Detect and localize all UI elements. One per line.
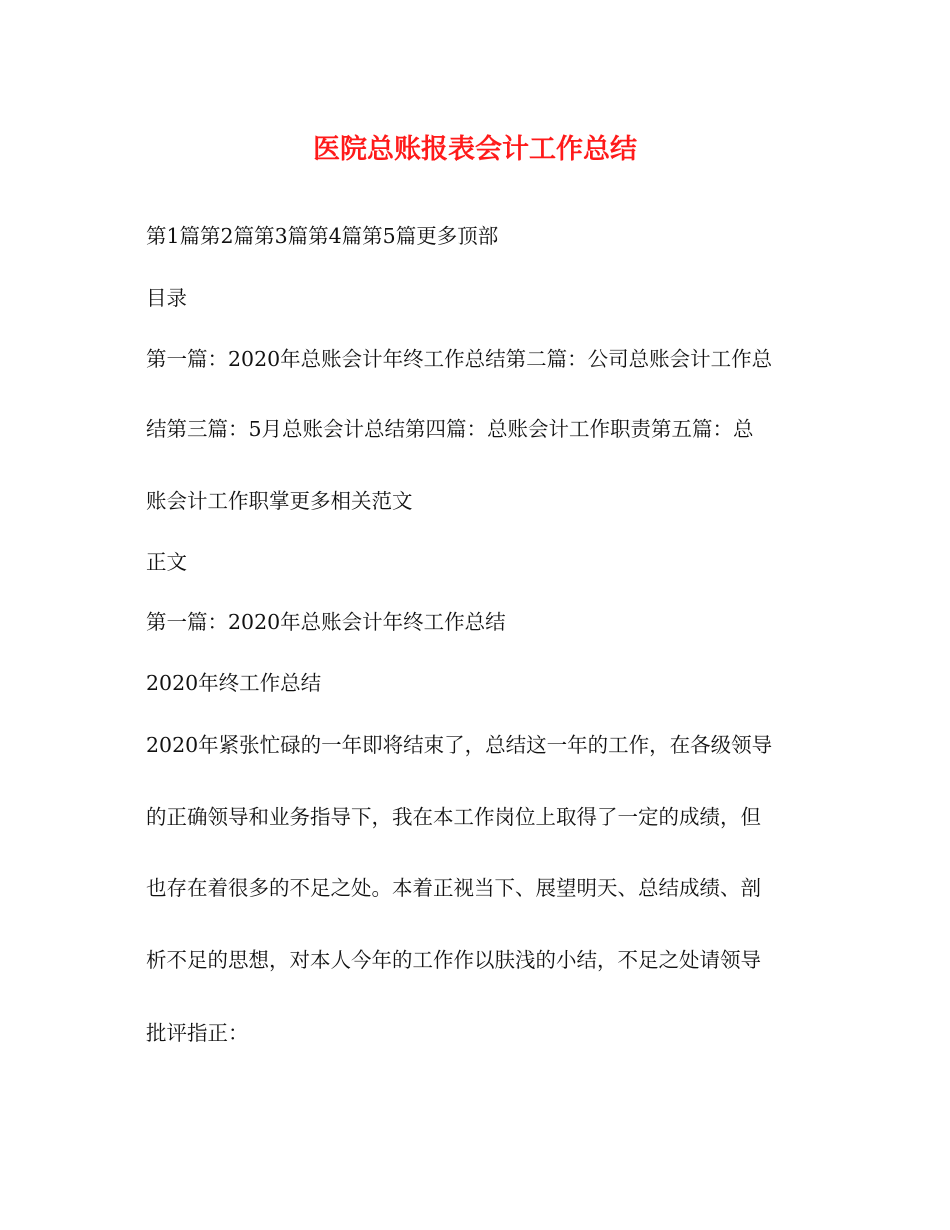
paragraph-line: 也存在着很多的不足之处。本着正视当下、展望明天、总结成绩、剖 bbox=[146, 876, 761, 900]
chapter-title: 第一篇：2020年总账会计年终工作总结 bbox=[146, 610, 506, 634]
paragraph-line: 2020年紧张忙碌的一年即将结束了，总结这一年的工作，在各级领导 bbox=[146, 733, 773, 757]
section-nav: 第1篇第2篇第3篇第4篇第5篇更多顶部 bbox=[146, 224, 499, 248]
paragraph-line: 析不足的思想，对本人今年的工作作以肤浅的小结，不足之处请领导 bbox=[146, 948, 761, 972]
chapter-subtitle: 2020年终工作总结 bbox=[146, 671, 322, 695]
toc-line: 第一篇：2020年总账会计年终工作总结第二篇：公司总账会计工作总 bbox=[146, 347, 773, 371]
body-heading: 正文 bbox=[146, 550, 187, 574]
toc-line: 结第三篇：5月总账会计总结第四篇：总账会计工作职责第五篇：总 bbox=[146, 417, 754, 441]
paragraph-line: 批评指正： bbox=[146, 1021, 249, 1045]
document-title: 医院总账报表会计工作总结 bbox=[313, 134, 637, 165]
toc-heading: 目录 bbox=[146, 286, 187, 310]
toc-line: 账会计工作职掌更多相关范文 bbox=[146, 489, 413, 513]
paragraph-line: 的正确领导和业务指导下，我在本工作岗位上取得了一定的成绩，但 bbox=[146, 805, 761, 829]
